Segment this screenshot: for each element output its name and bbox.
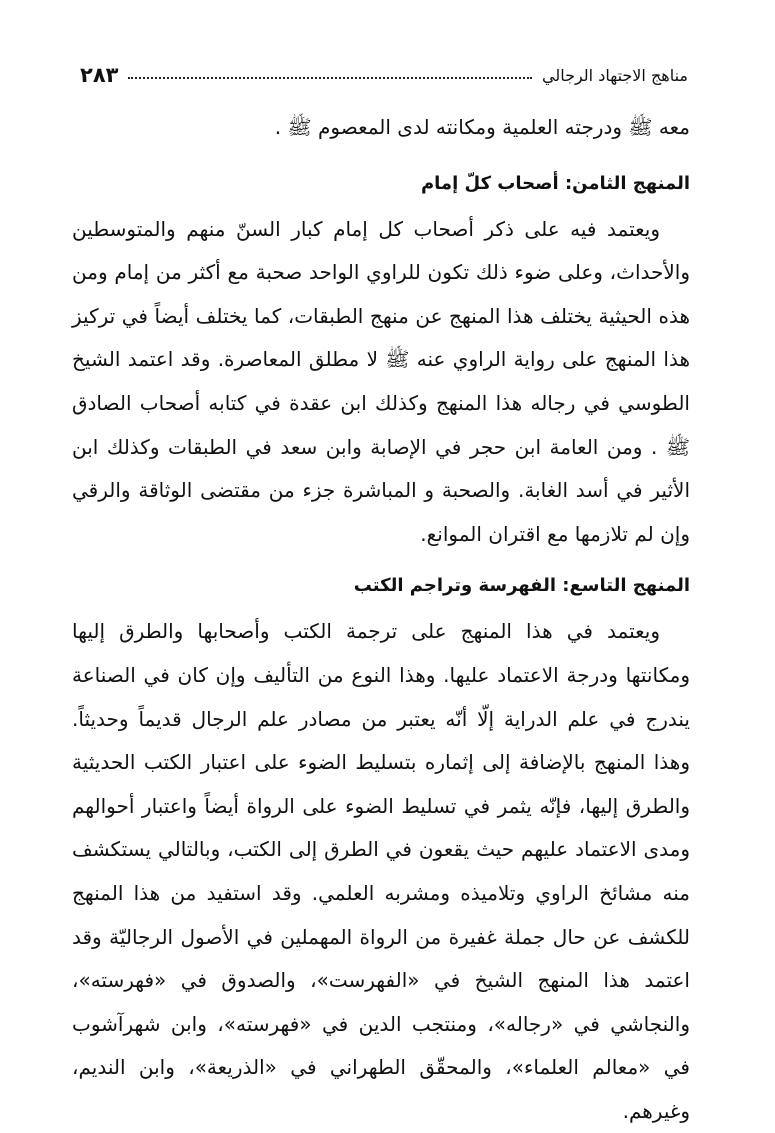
paragraph-ninth-method: ويعتمد في هذا المنهج على ترجمة الكتب وأصحابها والطرق إليها ومكانتها ودرجة الاعتماد عليها. وهذا النوع من التأليف وإن كان في الصناعة يندرج في علم الدراية إلّا أنّه يعتبر من مصادر علم الرجال قديماً وحديثاً. وهذا المنهج بالإضافة إلى إثماره بتسليط الضوء على اعتبار الكتب الحديثية والطرق إليها، فإنّه يثمر في تسليط الضوء على الرواة أيضاً واعتبار أحوالهم ومدى الاعتماد عليهم حيث يقعون في الطرق إلى الكتب، وبالتالي يستكشف منه مشائخ الراوي وتلاميذه ومشربه العلمي. وقد استفيد من هذا المنهج للكشف عن حال جملة غفيرة من الرواة المهملين في الأصول الرجاليّة وقد اعتمد هذا المنهج الشيخ في «الفهرست»، والصدوق في «فهرسته»، والنجاشي في «رجاله»، ومنتجب الدين في «فهرسته»، وابن شهرآشوب في «معالم العلماء»، والمحقّق الطهراني في «الذريعة»، وابن النديم، وغيرهم. [72,619,690,1123]
header-dot-leader [128,77,532,79]
section-heading-ninth-method: المنهج التاسع: الفهرسة وتراجم الكتب [353,575,690,597]
page-number: ٢٨٣ [80,63,119,87]
page-body [72,106,690,1133]
continuation-paragraph: معه ﷺ ودرجته العلمية ومكانته لدى المعصوم ﷺ . [274,115,690,139]
section-heading-eighth-method: المنهج الثامن: أصحاب كلّ إمام [420,172,690,194]
running-header [80,58,688,92]
paragraph-eighth-method: ويعتمد فيه على ذكر أصحاب كل إمام كبار السنّ منهم والمتوسطين والأحداث، وعلى ضوء ذلك تكون للراوي الواحد صحبة مع أكثر من إمام ومن هذه الحيثية يختلف هذا المنهج عن منهج الطبقات، كما يختلف أيضاً في تركيز هذا المنهج على رواية الراوي عنه ﷺ لا مطلق المعاصرة. وقد اعتمد الشيخ الطوسي في رجاله هذا المنهج وكذلك ابن عقدة في كتابه أصحاب الصادق ﷺ . ومن العامة ابن حجر في الإصابة وابن سعد في الطبقات وكذلك ابن الأثير في أسد الغابة. والصحبة و المباشرة جزء من مقتضى الوثاقة والرقي وإن لم تلازمها مع اقتران الموانع. [72,216,690,546]
running-header-title: مناهج الاجتهاد الرجالي [542,65,688,85]
